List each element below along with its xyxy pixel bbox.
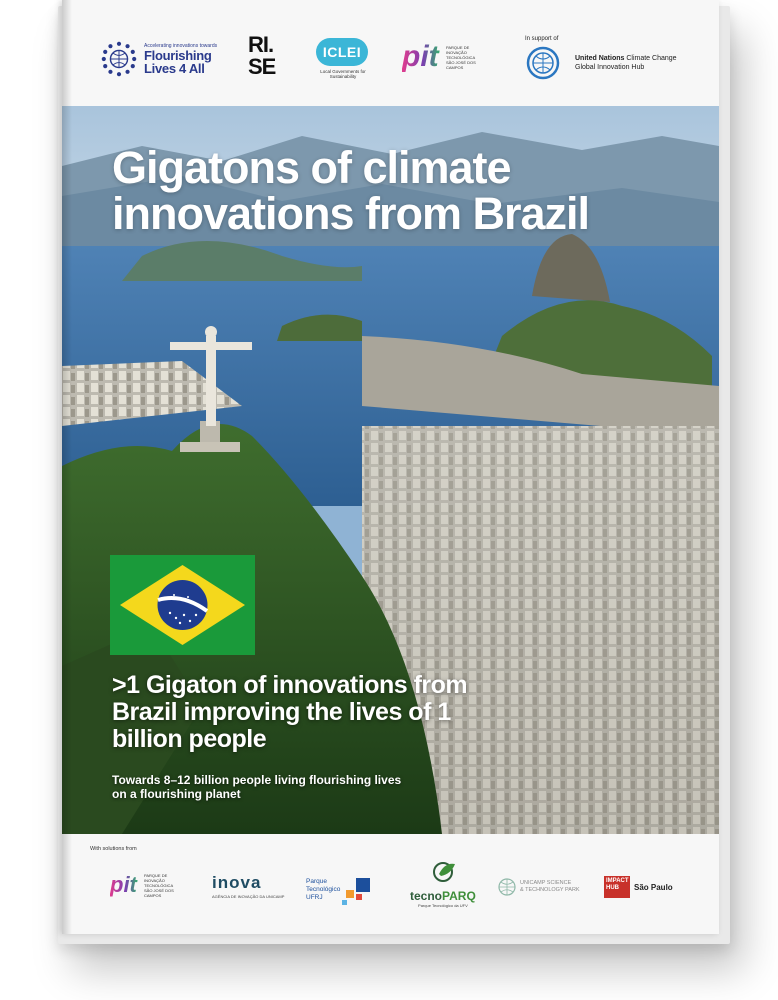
brazil-flag-icon <box>110 555 255 655</box>
rise-line2: SE <box>248 54 276 79</box>
flourishing-name-line2: Lives 4 All <box>144 61 205 76</box>
un-hub-label: Global Innovation Hub <box>575 64 645 71</box>
cover-subline: Towards 8–12 billion people living flourishing lives on a flourishing planet <box>112 773 402 801</box>
unicamp-globe-icon <box>498 878 516 896</box>
un-climate-logo <box>525 36 677 81</box>
un-name-bold: United Nations <box>575 55 625 62</box>
with-solutions-label: With solutions from <box>90 846 137 852</box>
flourishing-name-line1: Flourishing <box>144 48 212 63</box>
un-support-label: In support of <box>525 36 559 42</box>
un-climate-emblem-icon <box>525 45 561 81</box>
tecnoparq-word: tecnoPARQ <box>410 889 476 903</box>
pit-wordmark <box>402 40 442 74</box>
svg-text:pit: pit <box>402 40 439 73</box>
iclei-badge <box>316 38 368 66</box>
svg-text:pit: pit <box>110 872 137 897</box>
parque-tecnologico-ufrj-logo <box>306 878 378 908</box>
rise-line1: RI. <box>248 32 274 57</box>
tecnoparq-logo <box>410 860 476 908</box>
iclei-subtitle: Local Governments for Sustainability <box>320 69 366 79</box>
inova-subtitle: AGÊNCIA DE INOVAÇÃO DA UNICAMP <box>212 894 285 899</box>
impact-hub-logo <box>604 876 673 898</box>
iclei-logo <box>316 38 370 79</box>
flourishing-tagline: Accelerating innovations towards <box>144 43 218 49</box>
flourishing-lives-logo <box>100 40 217 78</box>
unicamp-park-logo <box>498 878 580 896</box>
pit-logo <box>402 40 484 74</box>
impact-hub-box: IMPACT HUB <box>604 876 630 898</box>
cover-headline: >1 Gigaton of innovations from Brazil improving the lives of 1 billion people <box>112 671 468 753</box>
ptec-line1: Parque <box>306 878 327 885</box>
un-name-rest: Climate Change <box>626 55 677 62</box>
pit-subtitle: PARQUE DE INOVAÇÃO TECNOLÓGICA SÃO JOSÉ DOS CAMPOS <box>446 44 476 70</box>
unicamp-line1: UNICAMP SCIENCE <box>520 880 572 886</box>
globe-people-icon <box>100 40 138 78</box>
partner-logo-header <box>62 0 719 106</box>
leaf-icon <box>423 860 463 882</box>
ptec-line2: Tecnológico <box>306 886 341 893</box>
ptec-line3: UFRJ <box>306 894 323 901</box>
rise-logo <box>248 34 288 78</box>
ptec-squares-icon <box>342 878 378 908</box>
inova-unicamp-logo <box>212 874 284 899</box>
cover-spine-shade <box>62 0 72 934</box>
footer-pit-subtitle: PARQUE DE INOVAÇÃO TECNOLÓGICA SÃO JOSÉ DOS CAMPOS <box>144 872 174 898</box>
inova-word: inova <box>212 873 262 892</box>
unicamp-line2: & TECHNOLOGY PARK <box>520 887 580 893</box>
cover-title: Gigatons of climate innovations from Brazil <box>112 142 590 239</box>
iclei-word: ICLEI <box>322 44 362 60</box>
tecnoparq-subtitle: Parque Tecnológico da UFV <box>418 903 468 908</box>
impact-hub-city: São Paulo <box>634 882 673 892</box>
solutions-logo-footer <box>62 834 719 934</box>
report-cover <box>62 0 719 934</box>
footer-pit-logo <box>110 872 182 898</box>
footer-pit-wordmark <box>110 872 140 898</box>
